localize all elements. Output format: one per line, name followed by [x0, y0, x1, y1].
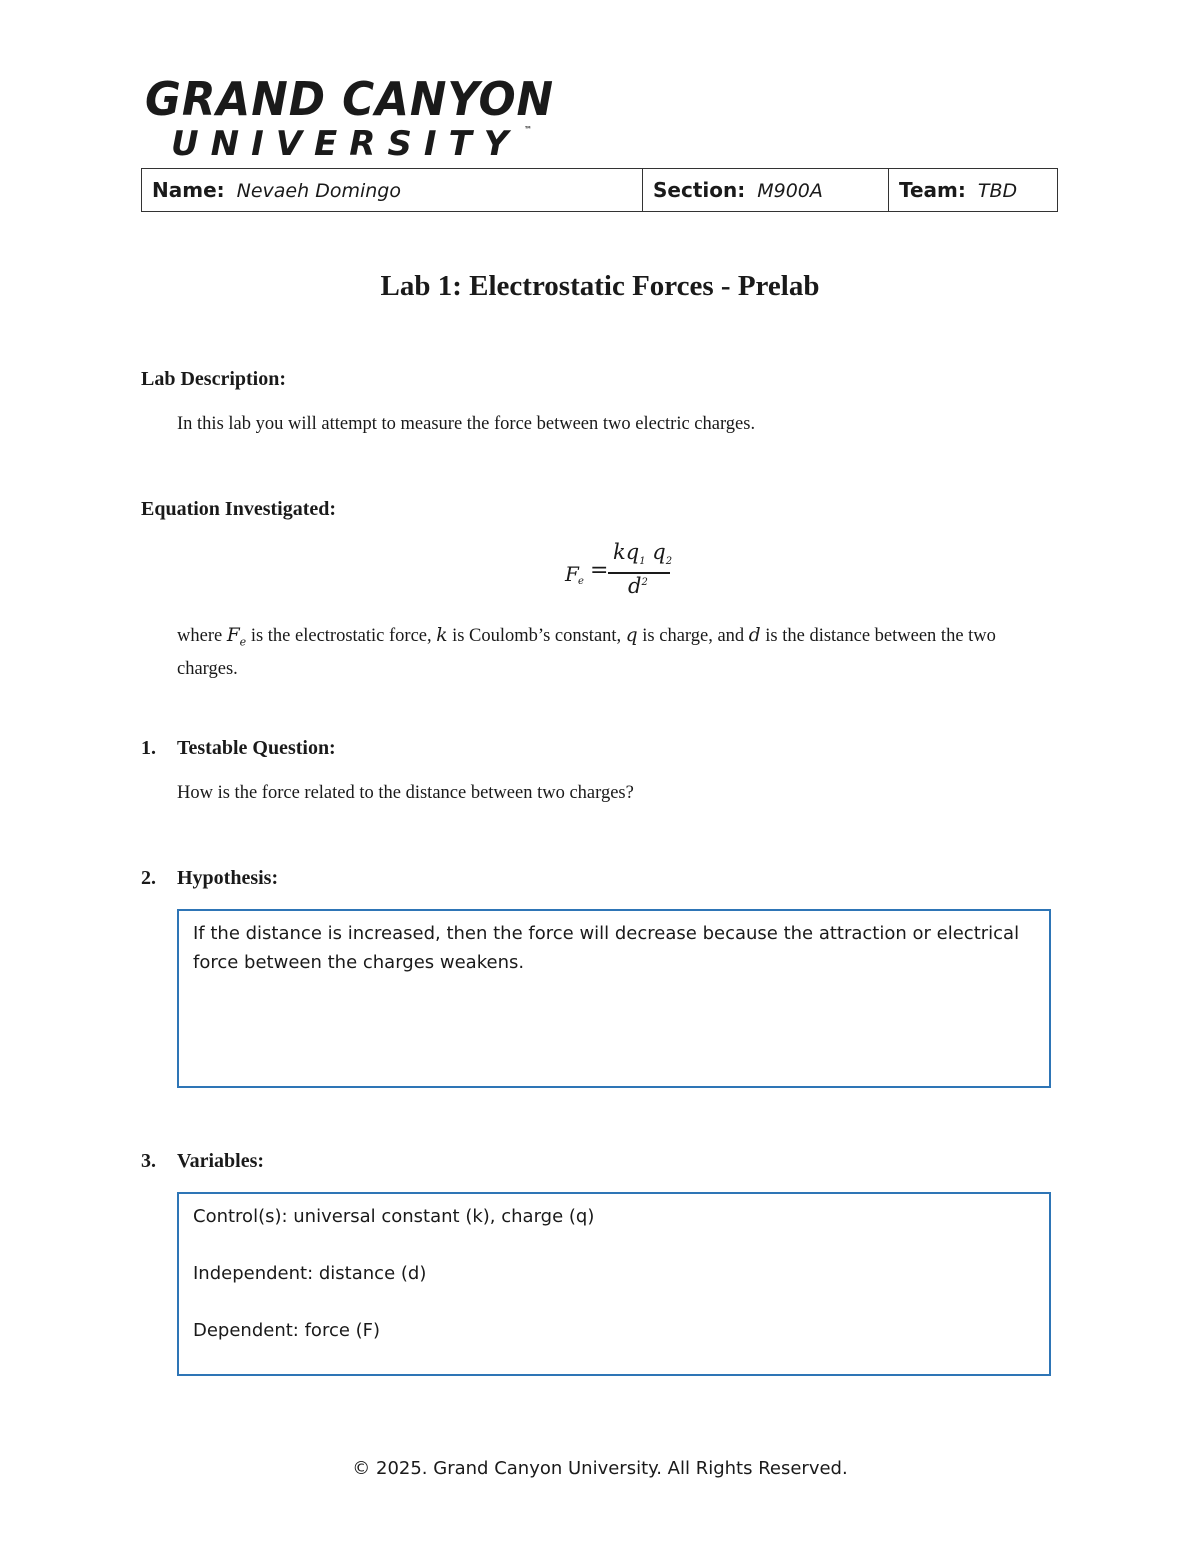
- equation-heading: Equation Investigated:: [141, 498, 337, 520]
- team-label: Team:: [899, 178, 966, 202]
- logo-trademark: ™: [524, 125, 532, 134]
- lab-description-text: In this lab you will attempt to measure the force between two electric charges.: [177, 414, 756, 434]
- name-label: Name:: [152, 178, 225, 202]
- equation-k: k: [613, 540, 626, 564]
- coulomb-equation: [565, 540, 695, 605]
- q-description: is charge, and: [642, 626, 745, 646]
- fe-F: F: [226, 625, 240, 646]
- team-cell[interactable]: [889, 169, 1058, 212]
- section-number: 2.: [141, 867, 156, 889]
- logo-line-university: UNIVERSITY: [171, 124, 521, 164]
- section-label: Section:: [653, 178, 746, 202]
- section-number: 3.: [141, 1150, 156, 1172]
- section-heading-text: Hypothesis:: [177, 867, 279, 889]
- fe-description: is the electrostatic force,: [250, 626, 432, 646]
- independent-variable: Independent: distance (d): [193, 1263, 427, 1284]
- hypothesis-text: If the distance is increased, then the force will decrease because the attraction or electrical force between the charges weakens.: [193, 923, 1020, 973]
- team-value: TBD: [977, 180, 1018, 202]
- name-value: Nevaeh Domingo: [236, 180, 401, 202]
- section-heading-text: Variables:: [177, 1150, 265, 1172]
- hypothesis-heading: [141, 867, 278, 890]
- k-description: is Coulomb’s constant,: [452, 626, 622, 646]
- d-symbol: d: [748, 625, 761, 646]
- k-symbol: k: [436, 625, 448, 646]
- section-heading-text: Testable Question:: [177, 737, 336, 759]
- fe-symbol: [226, 625, 247, 649]
- variables-answer-box[interactable]: [177, 1192, 1051, 1376]
- testable-question-heading: [141, 737, 336, 760]
- variables-heading: [141, 1150, 264, 1173]
- equation-q2-sub: 2: [665, 556, 673, 568]
- equation-force-symbol: F: [565, 562, 579, 586]
- equation-force-subscript: e: [578, 576, 584, 587]
- section-cell[interactable]: [643, 169, 889, 212]
- equation-q1-sub: 1: [639, 556, 646, 568]
- equation-q2: q: [652, 540, 666, 564]
- page-title: Lab 1: Electrostatic Forces - Prelab: [380, 270, 820, 302]
- fe-sub: e: [239, 635, 247, 649]
- d-description: is the distance between the two charges.: [177, 626, 996, 679]
- equation-d-sup: 2: [641, 577, 648, 588]
- section-number: 1.: [141, 737, 156, 759]
- name-cell[interactable]: [142, 169, 643, 212]
- equation-equals: =: [590, 558, 609, 583]
- copyright-footer: © 2025. Grand Canyon University. All Rights Reserved.: [352, 1458, 848, 1479]
- dependent-variable: Dependent: force (F): [193, 1320, 381, 1341]
- testable-question-text: How is the force related to the distance between two charges?: [177, 783, 634, 803]
- equation-q1: q: [625, 540, 640, 564]
- where-text: where: [177, 626, 223, 646]
- equation-explanation: [177, 622, 1057, 683]
- equation-d: d: [628, 574, 642, 598]
- equation-denominator: [628, 574, 648, 598]
- lab-description-heading: Lab Description:: [141, 368, 286, 390]
- section-value: M900A: [757, 180, 823, 202]
- q-symbol: q: [625, 625, 638, 646]
- equation-numerator: [613, 540, 672, 567]
- hypothesis-answer-box[interactable]: [177, 909, 1051, 1088]
- university-logo: [145, 72, 565, 164]
- control-variables: Control(s): universal constant (k), charge (q): [193, 1206, 595, 1227]
- logo-line-grand-canyon: GRAND CANYON: [145, 72, 555, 126]
- student-info-table: [141, 168, 1058, 212]
